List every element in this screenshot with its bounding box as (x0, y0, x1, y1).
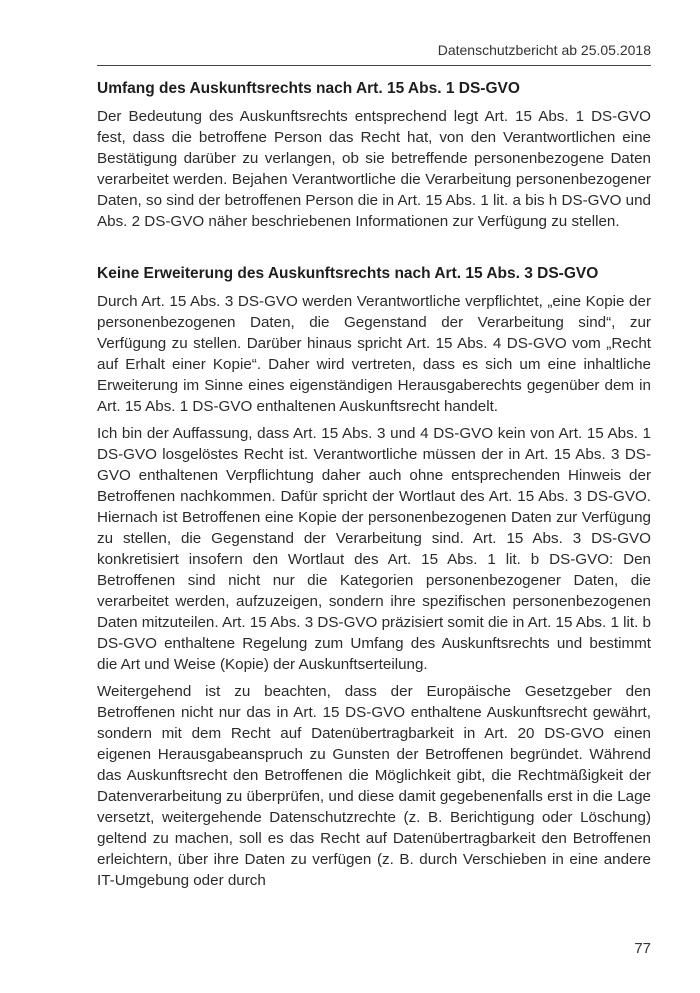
page-number: 77 (634, 940, 651, 957)
page-body (97, 78, 651, 897)
header-rule (97, 65, 651, 66)
section-spacer (97, 238, 651, 263)
section-heading: Keine Erweiterung des Auskunftsrechts nach Art. 15 Abs. 3 DS-GVO (97, 265, 599, 282)
running-header-title: Datenschutzbericht ab 25.05.2018 (437, 42, 651, 58)
section-heading: Umfang des Auskunftsrechts nach Art. 15 Abs. 1 DS-GVO (97, 80, 520, 97)
paragraph: Ich bin der Auffassung, dass Art. 15 Abs. 3 und 4 DS-GVO kein von Art. 15 Abs. 1 DS-GVO losgelöstes Recht ist. Verantwortliche müssen der in Art. 15 Abs. 3 DS-GVO enthaltenen Verpflichtung daher auch ohne entsprechenden Hinweis der Betroffenen nachkommen. Dafür spricht der Wortlaut des Art. 15 Abs. 3 DS-GVO. Hiernach ist Betroffenen eine Kopie der personenbezogenen Daten zur Verfügung zu stellen, die Gegenstand der Verarbeitung sind. Art. 15 Abs. 3 DS-GVO konkretisiert insofern den Wortlaut des Art. 15 Abs. 1 lit. b DS-GVO: Den Betroffenen sind nicht nur die Kategorien personenbezogener Daten, die verarbeitet werden, aufzuzeigen, sondern ihre spezifischen personenbezogenen Daten mitzuteilen. Art. 15 Abs. 3 DS-GVO präzisiert somit die in Art. 15 Abs. 1 lit. b DS-GVO enthaltene Regelung zum Umfang des Auskunftsrechts und bestimmt die Art und Weise (Kopie) der Auskunftserteilung. (97, 425, 651, 673)
section-umfang-auskunftsrecht (97, 78, 651, 232)
section-keine-erweiterung (97, 263, 651, 891)
paragraph: Durch Art. 15 Abs. 3 DS-GVO werden Verantwortliche verpflichtet, „eine Kopie der personenbezogenen Daten, die Gegenstand der Verarbeitung sind“, zur Verfügung zu stellen. Darüber hinaus spricht Art. 15 Abs. 4 DS-GVO vom „Recht auf Erhalt einer Kopie“. Daher wird vertreten, dass es sich um eine inhaltliche Erweiterung im Sinne eines eigenständigen Herausgaberechts gegenüber dem in Art. 15 Abs. 1 DS-GVO enthaltenen Auskunftsrecht handelt. (97, 293, 651, 415)
paragraph: Der Bedeutung des Auskunftsrechts entsprechend legt Art. 15 Abs. 1 DS-GVO fest, dass die betroffene Person das Recht hat, von den Verantwortlichen eine Bestätigung darüber zu verlangen, ob sie betreffende personenbezogene Daten verarbeitet werden. Bejahen Verantwortliche die Verarbeitung personenbezogener Daten, so sind der betroffenen Person die in Art. 15 Abs. 1 lit. a bis h DS-GVO und Abs. 2 DS-GVO näher beschriebenen Informationen zur Verfügung zu stellen. (97, 108, 651, 230)
paragraph: Weitergehend ist zu beachten, dass der Europäische Gesetzgeber den Betroffenen nicht nur das in Art. 15 DS-GVO enthaltene Auskunftsrecht gewährt, sondern mit dem Recht auf Datenübertragbarkeit in Art. 20 DS-GVO einen eigenen Herausgabeanspruch zu Gunsten der Betroffenen begründet. Während das Auskunftsrecht den Betroffenen die Möglichkeit gibt, die Rechtmäßigkeit der Datenverarbeitung zu überprüfen, und diese damit gegebenenfalls erst in die Lage versetzt, weitergehende Datenschutzrechte (z. B. Berichtigung oder Löschung) geltend zu machen, soll es das Recht auf Datenübertragbarkeit den Betroffenen erleichtern, über ihre Daten zu verfügen (z. B. durch Verschieben in eine andere IT-Umgebung oder durch (97, 683, 651, 889)
